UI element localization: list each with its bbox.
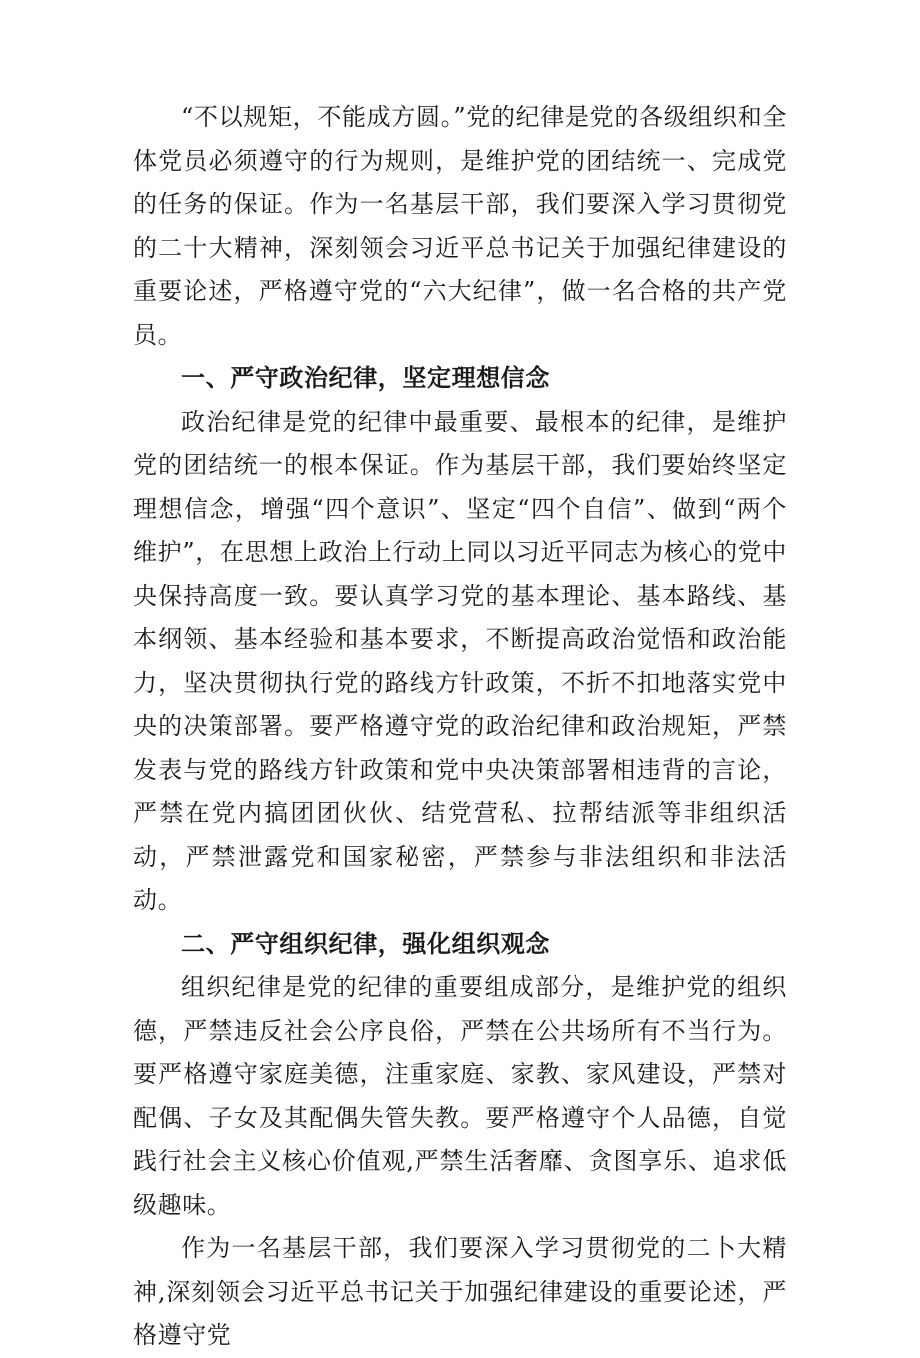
section-2-heading: 二、严守组织纪律，强化组织观念 [181, 929, 550, 958]
section-1-heading: 一、严守政治纪律，坚定理想信念 [181, 364, 550, 392]
document-body [133, 96, 787, 1358]
closing-paragraph: 作为一名基层干部，我们要深入学习贯彻党的二卜大精神,深刻领会习近平总书记关于加强纪律建设的重要论述，严格遵守党 [133, 1234, 787, 1349]
section-2-paragraph: 组织纪律是党的纪律的重要组成部分，是维护党的组织德，严禁违反社会公序良俗，严禁在公共场所有不当行为。要严格遵守家庭美德，注重家庭、家教、家风建设，严禁对配偶、子女及其配偶失管失教。要严格遵守个人品德，自觉践行社会主义核心价值观,严禁生活奢靡、贪图享乐、追求低级趣味。 [133, 973, 787, 1219]
intro-paragraph: “不以规矩，不能成方圆。”党的纪律是党的各级组织和全体党员必须遵守的行为规则，是维护党的团结统一、完成党的任务的保证。作为一名基层干部，我们要深入学习贯彻党的二十大精神，深刻领会习近平总书记关于加强纪律建设的重要论述，严格遵守党的“六大纪律”，做一名合格的共产党员。 [133, 103, 787, 349]
section-1-paragraph: 政治纪律是党的纪律中最重要、最根本的纪律，是维护党的团结统一的根本保证。作为基层干部，我们要始终坚定理想信念，增强“四个意识”、坚定“四个自信”、做到“两个维护”，在思想上政治上行动上同以习近平同志为核心的党中央保持高度一致。要认真学习党的基本理论、基本路线、基本纲领、基本经验和基本要求，不断提高政治觉悟和政治能力，坚决贯彻执行党的路线方针政策，不折不扣地落实党中央的决策部署。要严格遵守党的政治纪律和政治规矩，严禁发表与党的路线方针政策和党中央决策部署相违背的言论，严禁在党内搞团团伙伙、结党营私、拉帮结派等非组织活动，严禁泄露党和国家秘密，严禁参与非法组织和非法活动。 [133, 407, 787, 914]
